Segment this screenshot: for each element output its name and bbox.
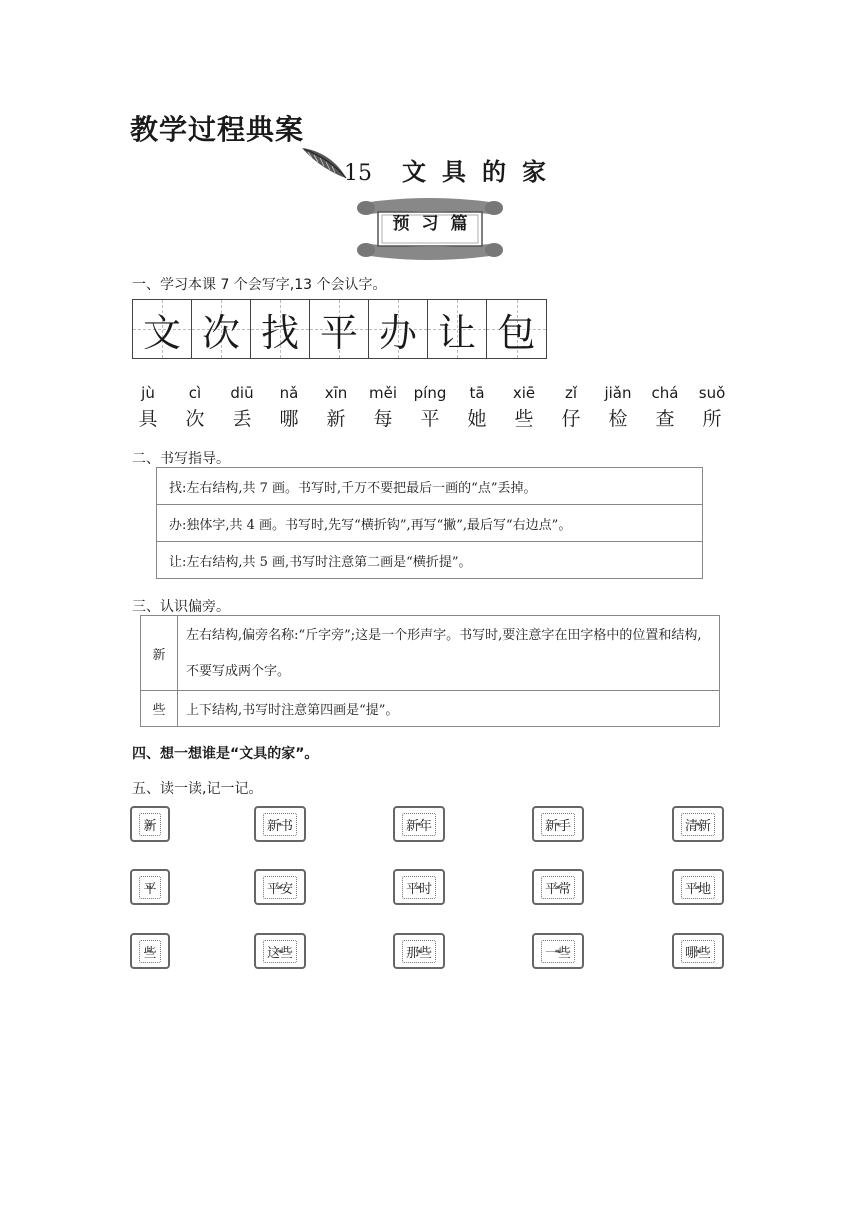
pinyin: tā (469, 384, 485, 402)
pinyin: zǐ (564, 384, 578, 402)
hanzi: 丢 (232, 408, 252, 430)
hanzi: 查 (655, 408, 675, 430)
section3-heading: 三、认识偏旁。 (132, 599, 230, 615)
word-tag-text: ❧ 新书 (263, 813, 297, 836)
section5-heading: 五、读一读,记一记。 (132, 781, 263, 797)
word-tag (254, 869, 306, 905)
pinyin: chá (651, 384, 679, 402)
read-char-item (501, 384, 547, 431)
read-char-item (595, 384, 641, 431)
word-tag (130, 933, 170, 969)
hanzi: 些 (514, 408, 534, 430)
guide-cell: 找:左右结构,共 7 画。书写时,千万不要把最后一画的“点”丢掉。 (157, 468, 703, 505)
word-tag (532, 869, 584, 905)
section1-heading: 一、学习本课 7 个会写字,13 个会认字。 (132, 277, 387, 293)
table-row (141, 691, 720, 727)
word-tag (130, 806, 170, 842)
hanzi: 所 (702, 408, 722, 430)
pinyin: xīn (324, 384, 348, 402)
hanzi: 新 (326, 408, 346, 430)
word-tag (254, 806, 306, 842)
read-char-item (172, 384, 218, 431)
write-char-cell (192, 300, 251, 358)
read-char-item (548, 384, 594, 431)
read-char-item (642, 384, 688, 431)
pinyin: jiǎn (604, 384, 632, 402)
word-tag (393, 933, 445, 969)
header-title: 教学过程典案 (130, 113, 305, 146)
write-char-cell (487, 300, 546, 358)
hanzi: 平 (420, 408, 440, 430)
word-tag-text: ❧ 新 (139, 813, 160, 836)
word-tag-text: ❧ 平常 (541, 876, 575, 899)
banner-label: 预习篇 (392, 214, 480, 234)
read-char-item (454, 384, 500, 431)
section4-heading: 四、想一想谁是“文具的家”。 (132, 746, 319, 762)
lesson-number: 15 (344, 161, 372, 186)
section2-heading: 二、书写指导。 (132, 451, 230, 467)
read-char-item (360, 384, 406, 431)
hanzi: 她 (467, 408, 487, 430)
write-char: 包 (497, 310, 536, 355)
read-char-item (266, 384, 312, 431)
hanzi: 次 (185, 408, 205, 430)
radical-desc: 左右结构,偏旁名称:“斤字旁”;这是一个形声字。书写时,要注意字在田字格中的位置和结构,不要写成两个字。 (178, 616, 720, 691)
word-tag-text: ❧ 哪些 (681, 940, 715, 963)
write-char: 文 (142, 310, 181, 355)
word-tag (672, 869, 724, 905)
pinyin: jù (141, 384, 155, 402)
word-tag (130, 869, 170, 905)
word-tag-text: ❧ 平时 (402, 876, 436, 899)
read-char-item (125, 384, 171, 431)
pinyin: nǎ (279, 384, 299, 402)
word-tag (532, 806, 584, 842)
read-char-item (219, 384, 265, 431)
read-char-item (407, 384, 453, 431)
word-tag-text: ❧ 新手 (541, 813, 575, 836)
word-tag (393, 806, 445, 842)
write-char: 办 (378, 310, 417, 355)
pinyin: cì (188, 384, 202, 402)
table-row (157, 505, 703, 542)
write-char-cell (251, 300, 310, 358)
table-row (141, 616, 720, 691)
word-tag-text: ❧ 那些 (402, 940, 436, 963)
word-tag (672, 933, 724, 969)
word-tag (254, 933, 306, 969)
guide-cell: 让:左右结构,共 5 画,书写时注意第二画是“横折提”。 (157, 542, 703, 579)
hanzi: 哪 (279, 408, 299, 430)
table-row (157, 468, 703, 505)
write-char: 让 (437, 310, 476, 355)
lesson-name: 文具的家 (402, 157, 562, 186)
write-char: 平 (319, 310, 358, 355)
write-char: 次 (201, 310, 240, 355)
hanzi: 具 (138, 408, 158, 430)
word-tag (532, 933, 584, 969)
word-tag-text: ❧ 这些 (263, 940, 297, 963)
word-tag (393, 869, 445, 905)
word-tag-text: ❧ 些 (139, 940, 160, 963)
hanzi: 每 (373, 408, 393, 430)
word-tag (672, 806, 724, 842)
radical-char: 些 (141, 691, 178, 727)
pinyin: suǒ (698, 384, 726, 402)
feather-icon (300, 144, 350, 184)
read-char-list (125, 384, 735, 431)
word-tag-text: ❧ 平 (139, 876, 160, 899)
table-row (157, 542, 703, 579)
radical-char: 新 (141, 616, 178, 691)
write-char-cell (310, 300, 369, 358)
write-char-cell (369, 300, 428, 358)
pinyin: píng (413, 384, 447, 402)
word-tag-text: ❧ 平地 (681, 876, 715, 899)
word-tag-text: ❧ 新年 (402, 813, 436, 836)
pinyin: měi (368, 384, 397, 402)
word-tag-text: ❧ 清新 (681, 813, 715, 836)
writing-guide-table (156, 467, 703, 579)
pinyin: diū (230, 384, 254, 402)
write-char-cell (133, 300, 192, 358)
write-char-cell (428, 300, 487, 358)
read-char-item (689, 384, 735, 431)
write-char: 找 (260, 310, 299, 355)
guide-cell: 办:独体字,共 4 画。书写时,先写“横折钩”,再写“撇”,最后写“右边点”。 (157, 505, 703, 542)
lesson-heading (344, 152, 562, 187)
hanzi: 检 (608, 408, 628, 430)
read-char-item (313, 384, 359, 431)
write-char-grid (132, 299, 547, 359)
word-tag-text: ❧ 平安 (263, 876, 297, 899)
radical-desc: 上下结构,书写时注意第四画是“提”。 (178, 691, 720, 727)
hanzi: 仔 (561, 408, 581, 430)
radical-table (140, 615, 720, 727)
word-tag-text: ❧ 一些 (541, 940, 575, 963)
pinyin: xiē (512, 384, 536, 402)
